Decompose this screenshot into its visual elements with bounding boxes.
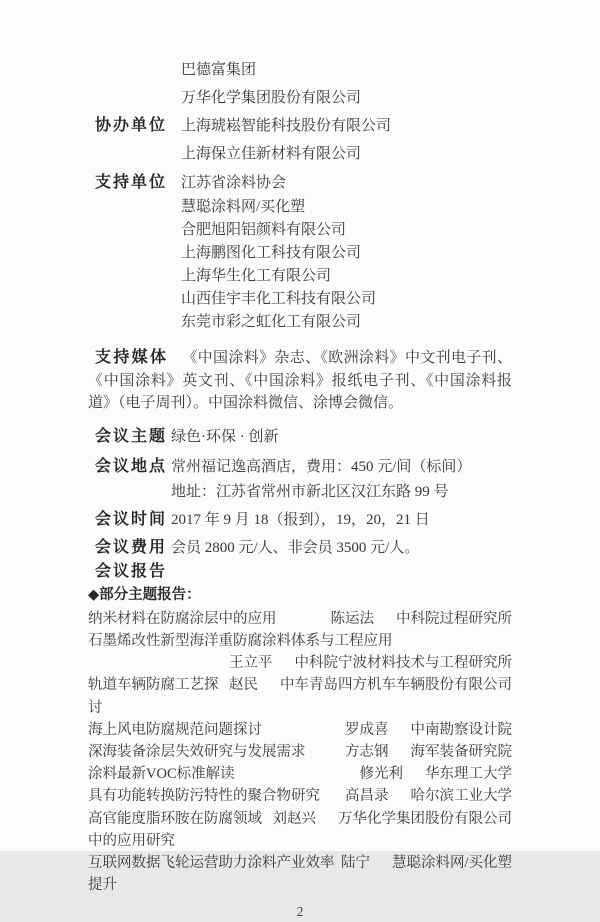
co-organizer-section	[88, 112, 512, 168]
talk-row	[88, 785, 512, 807]
unit-item: 上海鹏图化工科技有限公司	[181, 245, 362, 261]
talk-row	[88, 674, 512, 718]
talk-row	[88, 608, 512, 630]
supporting-media-label: 支持媒体	[95, 349, 169, 366]
unit-item: 江苏省涂料协会	[181, 175, 287, 191]
talk-speaker: 高昌录	[345, 788, 389, 805]
supporting-units-section	[88, 170, 512, 334]
talk-speaker: 赵民	[229, 677, 258, 694]
meeting-theme-value: 绿色·环保 · 创新	[171, 428, 279, 445]
supporting-units-label: 支持单位	[95, 174, 168, 191]
talk-title: 涂料最新VOC标准解读	[88, 766, 235, 783]
talk-affiliation: 华东理工大学	[425, 766, 512, 783]
talk-affiliation: 慧聪涂料网/买化塑	[391, 855, 512, 872]
sponsor-continuation-list	[88, 56, 512, 112]
report-subtitle: ◆部分主题报告：	[88, 586, 201, 603]
talk-affiliation: 万华化学集团股份有限公司	[338, 810, 512, 827]
talk-row	[88, 741, 512, 763]
talk-speaker: 陈运法	[330, 610, 374, 627]
meeting-venue-label: 会议地点	[95, 457, 168, 475]
meeting-venue-section	[88, 454, 512, 504]
talk-row	[88, 652, 512, 674]
unit-item: 巴德富集团	[181, 62, 257, 78]
talk-row	[88, 852, 512, 896]
meeting-venue-line1: 常州福记逸高酒店，费用：450 元/间（标间）	[171, 458, 472, 475]
talk-affiliation: 海军装备研究院	[410, 744, 512, 760]
meeting-time-row	[88, 507, 512, 533]
report-section	[88, 560, 512, 897]
label-spacer	[95, 140, 181, 168]
talk-affiliation: 哈尔滨工业大学	[410, 788, 512, 805]
talk-row	[88, 630, 512, 652]
unit-item: 上海琥崧智能科技股份有限公司	[181, 118, 392, 134]
talk-title: 石墨烯改性新型海洋重防腐涂料体系与工程应用	[88, 632, 393, 649]
talk-row	[88, 719, 512, 741]
talk-affiliation: 中南勘察设计院	[410, 721, 512, 738]
talk-title: 互联网数据飞轮运营助力涂料产业效率提升	[88, 855, 335, 894]
talk-row	[88, 808, 512, 852]
meeting-fee-value: 会员 2800 元/人、非会员 3500 元/人。	[171, 539, 420, 556]
talk-title: 高官能度脂环胺在防腐领域中的应用研究	[88, 810, 262, 849]
meeting-fee-row	[88, 536, 512, 560]
talk-speaker: 修光利	[359, 766, 403, 783]
talk-affiliation: 中车青岛四方机车车辆股份有限公司	[280, 677, 512, 694]
talk-title: 深海装备涂层失效研究与发展需求	[88, 744, 306, 760]
meeting-time-value: 2017 年 9 月 18（报到），19，20，21 日	[171, 511, 430, 528]
meeting-theme-label: 会议主题	[95, 427, 168, 445]
report-section-label: 会议报告	[95, 562, 168, 580]
talk-speaker: 罗成喜	[345, 721, 389, 738]
meeting-time-label: 会议时间	[95, 510, 168, 528]
unit-item: 东莞市彩之虹化工有限公司	[181, 314, 362, 330]
unit-item: 合肥旭阳铝颜料有限公司	[181, 222, 347, 238]
unit-item: 慧聪涂料网/买化塑	[181, 199, 306, 215]
unit-item: 上海保立佳新材料有限公司	[181, 146, 362, 162]
meeting-venue-line2: 地址：江苏省常州市新北区汉江东路 99 号	[171, 483, 449, 500]
meeting-theme-row	[88, 424, 512, 450]
talk-speaker: 陆宁	[340, 855, 370, 872]
talk-speaker: 刘赵兴	[272, 810, 316, 827]
page-number: 2	[296, 904, 304, 920]
talk-title: 纳米材料在防腐涂层中的应用	[88, 610, 277, 627]
talk-row	[88, 763, 512, 785]
talks-list	[88, 608, 512, 897]
unit-item: 万华化学集团股份有限公司	[181, 90, 362, 106]
supporting-media-section	[88, 347, 512, 415]
talk-title: 具有功能转换防污特性的聚合物研究	[88, 788, 320, 805]
co-organizer-label: 协办单位	[95, 117, 168, 134]
meeting-fee-label: 会议费用	[95, 538, 168, 556]
talk-title: 轨道车辆防腐工艺探讨	[88, 677, 219, 716]
unit-item: 上海华生化工有限公司	[181, 268, 332, 284]
talk-affiliation: 中科院宁波材料技术与工程研究所	[294, 655, 512, 672]
talk-title: 海上风电防腐规范问题探讨	[88, 721, 262, 738]
unit-item: 山西佳宇丰化工科技有限公司	[181, 291, 377, 307]
talk-affiliation: 中科院过程研究所	[396, 610, 512, 627]
talk-speaker: 方志钢	[345, 744, 389, 760]
talk-speaker: 王立平	[229, 655, 273, 672]
supporting-media-text: 《中国涂料》杂志、《欧洲涂料》中文刊电子刊、《中国涂料》英文刊、《中国涂料》报纸电子刊、《中国涂料报道》（电子周刊）。中国涂料微信、涂博会微信。	[88, 350, 512, 412]
